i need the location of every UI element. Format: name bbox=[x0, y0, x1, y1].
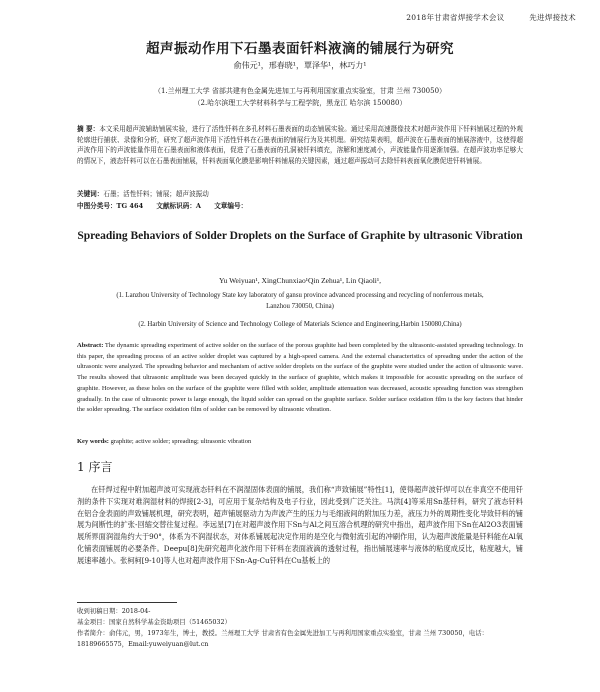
paper-title-english: Spreading Behaviors of Solder Droplets on the Surface of Graphite by ultrasonic Vibration bbox=[77, 230, 523, 242]
authors-chinese: 俞伟元¹，邢春晓¹，覃泽华¹，林巧力¹ bbox=[233, 61, 367, 70]
keywords-english bbox=[77, 438, 523, 445]
affiliation-chinese-1: （1.兰州理工大学 省部共建有色金属先进加工与再利用国家重点实验室，甘肃 兰州 730050） bbox=[153, 87, 447, 95]
keywords-chinese-label: 关键词： bbox=[77, 190, 104, 198]
classification-line: 中图分类号：TG 464 文献标识码：A 文章编号： bbox=[77, 202, 248, 210]
header-conference: 2018年甘肃省焊接学术会议 bbox=[406, 13, 505, 22]
abstract-chinese-text: 本文采用超声波辅助铺展实验，进行了活性钎料在多孔材料石墨表面的动态铺展实验。通过采用高速摄像技术对超声波作用下钎料铺展过程的外观轮廓进行捕获、录像和分析，研究了超声波作用下活性钎料在石墨表面的铺展行为及其机理。研究结果表明，超声波在石墨表面的铺展溶液中，这使得超声波作用下的声波能量作用在石墨表面和液体表面，促进了石墨表面的孔洞被钎料填充，溶解和速度减小，声波能量作用逐渐加强。在超声波功率足够大的情况下，液态钎料可以在石墨表面铺展，钎料表面氧化膜是影响钎料铺展的关键因素，通过超声振动可去除钎料表面氧化膜促进钎料铺展。 bbox=[77, 125, 524, 165]
affiliation-english-2: (2. Harbin University of Science and Technology College of Materials Science and Engineering,Harbin 150080,China) bbox=[138, 321, 462, 328]
affiliation-chinese-2: （2.哈尔滨理工大学材料科学与工程学院，黑龙江 哈尔滨 150080） bbox=[193, 99, 407, 107]
footnote-funding: 基金项目：国家自然科学基金资助项目（51465032） bbox=[77, 618, 231, 626]
header-label: 先进焊接技术 bbox=[529, 13, 576, 22]
affiliation-english-1: (1. Lanzhou University of Technology State key laboratory of gansu province advanced processing and recycling of nonferrous metals, Lanzhou 730050, China) bbox=[116, 292, 484, 310]
authors-english: Yu Weiyuan¹, XingChunxiao¹Qin Zehua¹, Lin Qiaoli¹, bbox=[219, 276, 381, 285]
keywords-english-label: Key words: bbox=[77, 438, 109, 445]
abstract-english bbox=[77, 341, 523, 416]
abstract-english-label: Abstract: bbox=[77, 342, 104, 349]
abstract-chinese-label: 摘 要： bbox=[77, 125, 100, 133]
footnote-rule bbox=[77, 602, 177, 603]
abstract-chinese bbox=[77, 124, 523, 166]
keywords-chinese-text: 石墨；活性钎料；铺展；超声波振动 bbox=[103, 190, 209, 198]
section-heading: 1 序言 bbox=[77, 460, 113, 474]
footnote-author: 作者简介：俞伟元，男，1973年生，博士，教授。兰州理工大学 甘肃省有色金属先进加工与再利用国家重点实验室，甘肃 兰州 730050，电话：18189665575，Email:yuweiyuan@lut.cn bbox=[77, 629, 489, 648]
body-paragraph: 在钎焊过程中附加超声波可实现液态钎料在不润湿固体表面的铺展，我们称“声致铺展”特性[1]，使得超声波钎焊可以在非真空不使用钎剂的条件下实现对难润湿材料的焊接[2-3]，可应用于复杂结构及电子行业，因此受到广泛关注。马洪[4]等采用Sn基钎料，研究了液态钎料在铝合金表面的声致铺展机理，研究表明，超声铺展驱动力为声波产生的压力与毛细液间的附加压力差，液压力外的周期性变化导致钎料的铺展为间断性的扩张-回缩交替往复过程。李远星[7]在对超声波作用下Sn与Al之间互溶合机理的研究中指出，超声波作用下Sn在Al2O3表面铺展所界面润湿角约大于90°，体系为不润湿状态，对体系铺展起决定作用的是空化与微射流引起的冲刷作用，认为超声波能量是钎料能在Al氧化铺表面铺展的必要条件。Deepu[8]先研究超声化波作用下钎料在表面液滴的透射过程，指出铺展速率与液体的粘度成反比，粘度越大，铺展速率越小。张柯柯[9-10]等人也对超声波作用下Sn-Ag-Cu钎料在Cu基板上的 bbox=[77, 485, 523, 565]
keywords-english-text: graphite; active solder; spreading; ultrasonic vibration bbox=[110, 438, 252, 445]
keywords-chinese bbox=[77, 189, 523, 200]
footnote-received: 收到初稿日期：2018-04- bbox=[77, 607, 151, 615]
running-header bbox=[250, 12, 576, 23]
abstract-english-text: The dynamic spreading experiment of active solder on the surface of the porous graphite had been completed by the ultrasonic-assisted spreading technology. In this paper, the spreading process of an active solder droplet was captured by a high-speed camera. And the external characteristics of spreading under the action of the ultrasonic were analyzed. The spreading behavior and mechanism of active solder droplets on the surface of the graphite were studied under the action of ultrasonic wave. The results showed that ultrasonic amplitude was been decayed quickly in the surface of graphite, which makes it impossible for acoustic spreading on the surface of graphite. However, as these holes on the surface of the graphite were filled with solder, amplitude attenuation was decreased, acoustic spreading function was strengthen gradually. In the case of ultrasonic power is large enough, the liquid solder can spread on the graphite surface. Solder surface oxidation film is the key factors that hinder the solder spreading. The surface oxidation film of solder can be removed by ultrasonic vibration. bbox=[77, 342, 523, 414]
paper-title-chinese: 超声振动作用下石墨表面钎料液滴的铺展行为研究 bbox=[146, 41, 454, 57]
